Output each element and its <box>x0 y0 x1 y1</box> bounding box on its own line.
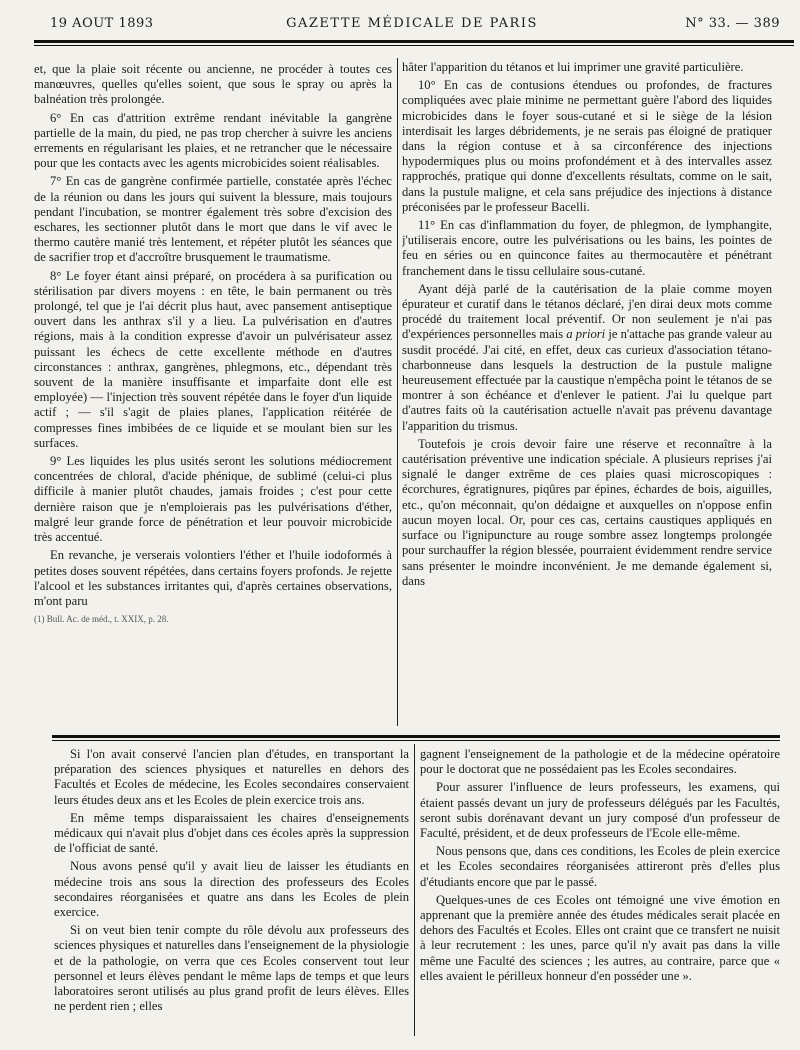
section-rule-thin <box>52 740 780 741</box>
paragraph: Si on veut bien tenir compte du rôle dévolu aux professeurs des sciences physiques et naturelles dans l'enseignement de la physiologie et de la pathologie, on verra que ces Ecoles conservent tout leur personnel et leurs élèves pendant le même laps de temps et que leurs laboratoires seront utilisés au plus grand profit de leurs élèves. Elles ne perdent rien ; elles <box>54 923 409 1014</box>
top-right-column <box>402 60 772 726</box>
paragraph: Si l'on avait conservé l'ancien plan d'études, en transportant la préparation des sciences physiques et naturelles en dehors des Facultés et Ecoles de médecine, les Ecoles secondaires conservaient leurs études deux ans et les Ecoles de plein exercice trois ans. <box>54 747 409 807</box>
paragraph: Toutefois je crois devoir faire une réserve et reconnaître à la cautérisation préventive une indication spéciale. A plusieurs reprises j'ai signalé le danger extrême de ces plaies quasi microscopiques : écorchures, égratignures, piqûres par épines, échardes de bois, aiguilles, etc., qu'on méconnait, qu'on dédaigne et auxquelles on n'oppose enfin aucun moyen local. Or, pour ces cas, certains caustiques appliqués en surface ou l'ignipuncture au rouge sombre assez longtemps prolongée pour surchauffer la région blessée, pourraient évidemment rendre service sans présenter le moindre inconvénient. Je me demande également si, dans <box>402 436 772 588</box>
paragraph: et, que la plaie soit récente ou ancienne, ne procéder à toutes ces manœuvres, quelles qu'elles soient, que sous le spray ou après la balnéation très prolongée. <box>34 62 392 107</box>
paragraph: Quelques-unes de ces Ecoles ont témoigné une vive émotion en apprenant que la première année des études médicales serait placée en dehors des Facultés et Ecoles. Elles ont craint que ce transfert ne nuisit à leur recrutement : les unes, parce qu'il n'y avait pas dans la ville même une Faculté des sciences ; les autres, au contraire, parce que « elles avaient le périlleux honneur d'en posséder une ». <box>420 892 780 983</box>
paragraph: 7° En cas de gangrène confirmée partielle, constatée après l'échec de la réunion ou dans les jours qui suivent la blessure, mais toujours pendant l'incubation, se montrer également très sobre d'excision des eschares, les sectionner plutôt dans le mort que dans le vif avec le thermo cautère manié très lentement, et répéter plutôt les séances que de sacrifier trop et d'accroître brusquement le traumatisme. <box>34 174 392 265</box>
italic-phrase: a priori <box>566 327 606 342</box>
page-header <box>44 14 780 36</box>
paragraph: En revanche, je verserais volontiers l'éther et l'huile iodoformés à petites doses souvent répétées, dans certains foyers profonds. Je rejette l'alcool et les substances irritantes qui, d'après certaines observations, m'ont paru <box>34 548 392 608</box>
paragraph: Nous pensons que, dans ces conditions, les Ecoles de plein exercice et les Ecoles secondaires réorganisées attireront près d'elles plus d'étudiants encore que par le passé. <box>420 844 780 889</box>
issue-date: 19 AOUT 1893 <box>50 16 154 31</box>
paragraph: Nous avons pensé qu'il y avait lieu de laisser les étudiants en médecine trois ans sous la direction des professeurs des Ecoles secondaires réorganisées et quatre ans dans les Ecoles de plein exercice. <box>54 859 409 920</box>
paragraph: 9° Les liquides les plus usités seront les solutions médiocrement concentrées de chloral, d'acide phénique, de sublimé (celui-ci plus difficile à manier plutôt chaudes, jamais froides ; c'est pour cette dernière raison que je n'emploierais pas les pulvérisations d'éther, malgré leur grande force de pénétration et leur pouvoir microbicide très accentué. <box>34 454 392 545</box>
bottom-left-column <box>54 747 409 1035</box>
paragraph: En même temps disparaissaient les chaires d'enseignements médicaux qui n'avait plus d'objet dans ces écoles après la suppression de l'officiat de santé. <box>54 810 409 856</box>
paragraph-cauterisation <box>402 282 772 434</box>
paragraph: 10° En cas de contusions étendues ou profondes, de fractures compliquées avec plaie minime ne permettant guère l'abord des liquides microbicides dans le foyer sous-cutané et si le siège de la lésion interdisait les larges débridements, je ne serais pas éloigné de pratiquer dans la région contuse et à sa circonférence des injections hypodermiques plus ou moins profondément et à des intervalles assez rapprochés, pratique qui donne d'excellents résultats, comme on le sait, dans la pustule maligne, et cela sans préjudice des injections à distance préconisées par le professeur Bacelli. <box>402 78 772 214</box>
issue-page-number: N° 33. — 389 <box>685 16 780 31</box>
text-run: je n'attache pas grande valeur au susdit procédé. J'ai cité, en effet, deux cas curieux d'association tétano-charbonneuse dans lesquels la destruction de la pustule maligne heureusement effectuée par la caustique n'empêcha point le tétanos de se montrer à son échéance et d'enlever le patient. J'ai lu quelque part d'autres faits où la cautérisation actuelle n'avait pas prévenu davantage l'apparition du trismus. <box>402 327 772 433</box>
paragraph: Pour assurer l'influence de leurs professeurs, les examens, qui étaient passés devant un jury de professeurs délégués par les Facultés, seront subis dorénavant devant un jury composé d'un professeur de Faculté, président, et de deux professeurs de l'Ecole elle-même. <box>420 780 780 841</box>
column-divider-top <box>397 58 398 726</box>
header-rule-thin <box>34 45 794 46</box>
top-left-column <box>34 62 392 726</box>
bottom-right-column <box>420 747 780 1035</box>
section-rule-thick <box>52 735 780 738</box>
paragraph: gagnent l'enseignement de la pathologie et de la médecine opératoire pour le doctorat que ne possédaient pas les Ecoles secondaires. <box>420 747 780 777</box>
text-run: Ayant déjà parlé de la cautérisation de la plaie comme moyen épurateur et curatif dans le tétanos déclaré, j'en dirai deux mots comme procédé du traitement local préventif. Or non seulement je n'ai pas d'expériences personnelles mais <box>402 281 772 342</box>
paragraph: 6° En cas d'attrition extrême rendant inévitable la gangrène partielle de la main, du pied, ne pas trop chercher à suivre les anciens errements en régularisant les plaies, et ne retrancher que le nécessaire pour que les contacts avec les agents microbicides soient réalisables. <box>34 110 392 171</box>
header-rule-thick <box>34 40 794 43</box>
paragraph: 11° En cas d'inflammation du foyer, de phlegmon, de lymphangite, j'utiliserais encore, outre les pulvérisations ou les bains, les pointes de feu en séries ou en quinconce faites au thermocautère et pénétrant franchement dans le tissu cellulaire sous-cutané. <box>402 218 772 278</box>
journal-title: GAZETTE MÉDICALE DE PARIS <box>286 16 538 31</box>
column-divider-bottom <box>414 744 415 1036</box>
paragraph: hâter l'apparition du tétanos et lui imprimer une gravité particulière. <box>402 60 744 74</box>
footnote: (1) Bull. Ac. de méd., t. XXIX, p. 28. <box>34 614 169 625</box>
paragraph: 8° Le foyer étant ainsi préparé, on procédera à sa purification ou stérilisation par divers moyens : en tête, le bain permanent ou très prolongé, tel que je l'ai décrit plus haut, avec pansement antiseptique ouvert dans les anthrax s'il y a lieu. La pulvérisation en d'autres régions, mais à la condition expresse d'avoir un pulvérisateur assez puissant les échecs de cette excellente méthode en d'autres circonstances : anthrax, gangrènes, phlegmons, etc., dépendant très souvent de la manière insuffisante et imparfaite dont elle est employée) — l'injection très souvent répétée dans le foyer d'un liquide actif ; — s'il s'agit de plaies planes, l'application réitérée de compresses fines imbibées de ce liquide et se moulant bien sur les surfaces. <box>34 268 392 450</box>
